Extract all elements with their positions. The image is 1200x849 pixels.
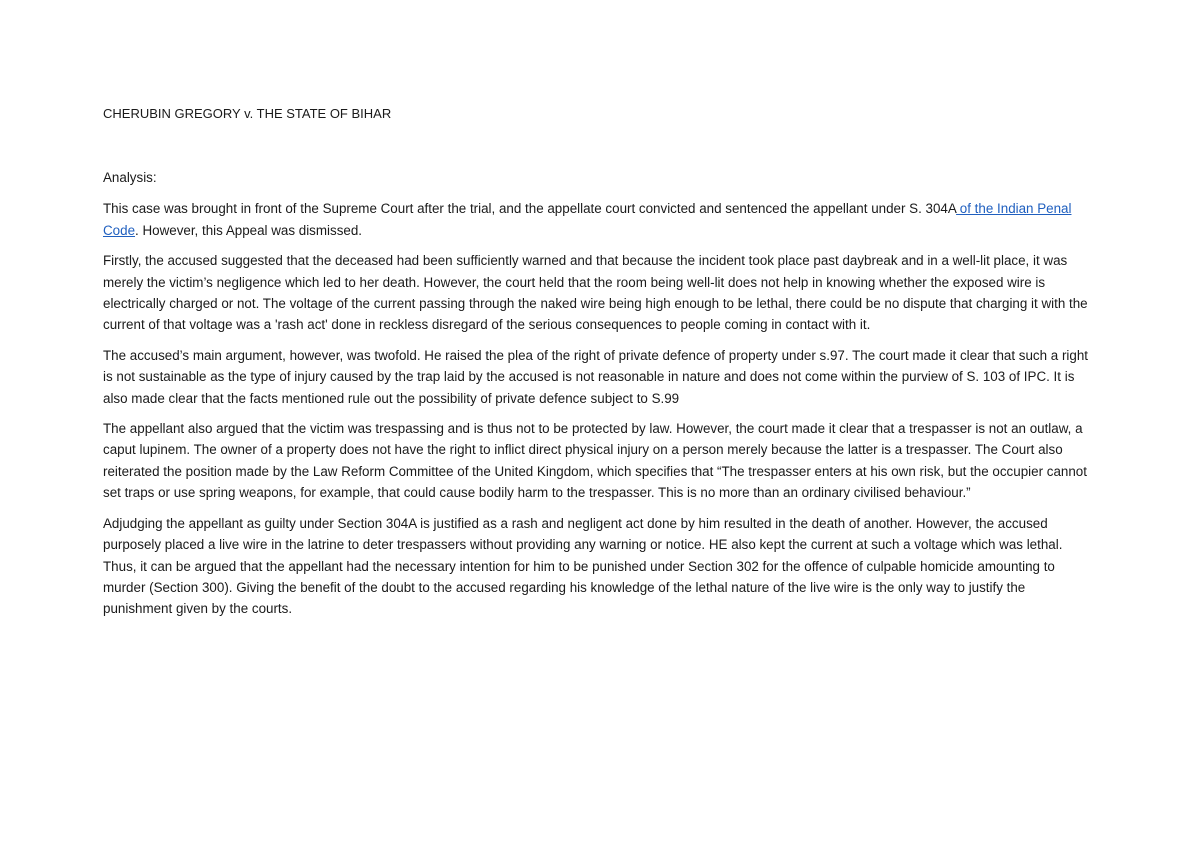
- paragraph-4: The appellant also argued that the victim was trespassing and is thus not to be protected by law. However, the court made it clear that a trespasser is not an outlaw, a caput lupinem. The owner of a property does not have the right to inflict direct physical injury on a person merely because the latter is a trespasser. The Court also reiterated the position made by the Law Reform Committee of the United Kingdom, which specifies that “The trespasser enters at his own risk, but the occupier cannot set traps or use spring weapons, for example, that could cause bodily harm to the trespasser. This is no more than an ordinary civilised behaviour.”: [103, 421, 1087, 501]
- document-title: CHERUBIN GREGORY v. THE STATE OF BIHAR: [103, 106, 392, 121]
- paragraph-1-tail: . However, this Appeal was dismissed.: [135, 222, 363, 238]
- paragraph-2: Firstly, the accused suggested that the deceased had been sufficiently warned and that because the incident took place past daybreak and in a well-lit place, it was merely the victim’s negligence which led to her death. However, the court held that the room being well-lit does not help in knowing whether the exposed wire is electrically charged or not. The voltage of the current passing through the naked wire being high enough to be lethal, there could be no dispute that charging it with the current of that voltage was a 'rash act' done in reckless disregard of the serious consequences to people coming in contact with it.: [103, 253, 1088, 333]
- ipc-link[interactable]: of the Indian Penal Code: [103, 201, 1072, 238]
- paragraph-1: [103, 198, 1098, 241]
- paragraph-3: The accused’s main argument, however, was twofold. He raised the plea of the right of private defence of property under s.97. The court made it clear that such a right is not sustainable as the type of injury caused by the trap laid by the accused is not reasonable in nature and does not come within the purview of S. 103 of IPC. It is also made clear that the facts mentioned rule out the possibility of private defence subject to S.99: [103, 347, 1089, 406]
- paragraph-5: Adjudging the appellant as guilty under Section 304A is justified as a rash and negligent act done by him resulted in the death of another. However, the accused purposely placed a live wire in the latrine to deter trespassers without providing any warning or notice. HE also kept the current at such a voltage which was lethal. Thus, it can be argued that the appellant had the necessary intention for him to be punished under Section 302 for the offence of culpable homicide amounting to murder (Section 300). Giving the benefit of the doubt to the accused regarding his knowledge of the lethal nature of the live wire is the only way to justify the punishment given by the courts.: [103, 515, 1063, 617]
- analysis-heading: Analysis:: [103, 170, 157, 185]
- document-body: [103, 104, 1098, 629]
- paragraph-1-text: This case was brought in front of the Supreme Court after the trial, and the appellate court convicted and sentenced the appellant under S. 304A: [103, 201, 957, 217]
